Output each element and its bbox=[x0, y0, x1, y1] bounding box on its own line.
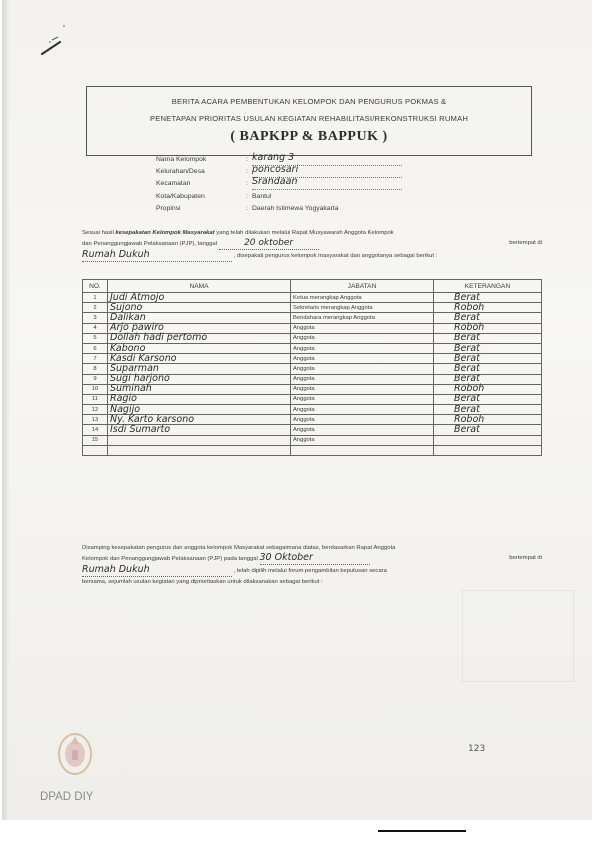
column-header: KETERANGAN bbox=[434, 280, 542, 293]
info-row bbox=[156, 205, 416, 217]
cell-ket: Berat bbox=[434, 425, 542, 435]
cell-no: 12 bbox=[83, 405, 108, 415]
cell-no: 3 bbox=[83, 313, 108, 323]
cell-ket: Berat bbox=[434, 293, 542, 303]
paragraph-line: Disamping kesepakatan pengurus dan anggota kelompok Masyarakat sebagaimana diatas, berdasarkan Rapat Anggota bbox=[82, 545, 396, 551]
info-label: Propinsi bbox=[156, 205, 181, 212]
cell-jabatan: Anggota bbox=[291, 343, 434, 353]
cell-ket: Berat bbox=[434, 394, 542, 404]
title-box bbox=[86, 86, 532, 156]
cell-ket: Roboh bbox=[434, 415, 542, 425]
page-number: 123 bbox=[468, 744, 486, 754]
title-line-1: BERITA ACARA PEMBENTUKAN KELOMPOK DAN PENGURUS POKMAS & bbox=[171, 97, 447, 106]
column-header: NAMA bbox=[108, 280, 291, 293]
column-header: JABATAN bbox=[291, 280, 434, 293]
cell-no bbox=[83, 445, 108, 455]
bottom-rule bbox=[378, 830, 466, 832]
cell-jabatan: Anggota bbox=[291, 435, 434, 445]
title-line-3: ( BAPKPP & BAPPUK ) bbox=[230, 129, 388, 144]
bleed-through-shadow bbox=[462, 590, 574, 682]
cell-no: 7 bbox=[83, 354, 108, 364]
cell-ket: Roboh bbox=[434, 323, 542, 333]
table-row bbox=[83, 445, 542, 455]
table-header-row bbox=[83, 280, 542, 293]
cell-no: 2 bbox=[83, 303, 108, 313]
paragraph-line: bersama, sejumlah usulan kegiatan yang diprioritaskan untuk dilaksanakan sebagai berikut : bbox=[82, 579, 323, 585]
table-row bbox=[83, 435, 542, 445]
cell-jabatan: Anggota bbox=[291, 384, 434, 394]
pen-mark bbox=[38, 20, 78, 60]
cell-ket: Berat bbox=[434, 354, 542, 364]
date-blank bbox=[219, 238, 319, 250]
cell-nama: Isdi Sumarto bbox=[108, 425, 291, 435]
cell-nama: Judi Atmojo bbox=[108, 293, 291, 303]
cell-ket: Berat bbox=[434, 343, 542, 353]
cell-ket: Roboh bbox=[434, 384, 542, 394]
info-value: Srandaan bbox=[252, 176, 298, 187]
cell-jabatan: Anggota bbox=[291, 374, 434, 384]
cell-ket: Berat bbox=[434, 313, 542, 323]
cell-ket: Berat bbox=[434, 333, 542, 343]
cell-nama: Sujono bbox=[108, 303, 291, 313]
cell-jabatan bbox=[291, 445, 434, 455]
cell-nama: Dollah hadi pertomo bbox=[108, 333, 291, 343]
paragraph-line bbox=[82, 238, 542, 250]
cell-nama: Ragio bbox=[108, 394, 291, 404]
cell-no: 13 bbox=[83, 415, 108, 425]
cell-jabatan: Anggota bbox=[291, 333, 434, 343]
info-row bbox=[156, 193, 416, 205]
text: yang telah dilakukan melalui Rapat Musyawarah Anggota Kelompok bbox=[216, 230, 394, 236]
table-row bbox=[83, 425, 542, 435]
cell-jabatan: Ketua merangkap Anggota bbox=[291, 293, 434, 303]
text: , disepakati pengurus kelompok masyarakat dan anggotanya sebagai berikut : bbox=[233, 253, 438, 259]
info-colon: : bbox=[246, 156, 248, 163]
info-label: Kelurahan/Desa bbox=[156, 168, 205, 175]
members-table bbox=[82, 279, 542, 456]
cell-ket bbox=[434, 435, 542, 445]
cell-ket: Berat bbox=[434, 364, 542, 374]
cell-nama bbox=[108, 445, 291, 455]
place-blank bbox=[82, 565, 232, 577]
date-blank bbox=[260, 553, 370, 565]
cell-nama: Nagijo bbox=[108, 405, 291, 415]
cell-jabatan: Sekretaris merangkap Anggota bbox=[291, 303, 434, 313]
cell-ket: Roboh bbox=[434, 303, 542, 313]
cell-jabatan: Anggota bbox=[291, 323, 434, 333]
cell-no: 5 bbox=[83, 333, 108, 343]
info-label: Kecamatan bbox=[156, 180, 191, 187]
cell-nama: Dalikan bbox=[108, 313, 291, 323]
cell-no: 9 bbox=[83, 374, 108, 384]
priority-paragraph bbox=[82, 543, 542, 587]
table-body bbox=[83, 293, 542, 456]
cell-jabatan: Anggota bbox=[291, 364, 434, 374]
text: dan Penanggungjawab Pelaksanaan (PJP), tanggal bbox=[82, 241, 217, 247]
info-colon: : bbox=[246, 193, 248, 200]
column-header: NO. bbox=[83, 280, 108, 293]
handwritten-place: Rumah Dukuh bbox=[82, 249, 150, 260]
cell-jabatan: Anggota bbox=[291, 394, 434, 404]
cell-nama: Suminah bbox=[108, 384, 291, 394]
cell-jabatan: Anggota bbox=[291, 425, 434, 435]
info-label: Nama Kelompok bbox=[156, 156, 207, 163]
paragraph-line bbox=[82, 553, 542, 565]
cell-nama: Sugi harjono bbox=[108, 374, 291, 384]
watermark-text: DPAD DIY bbox=[40, 791, 94, 803]
cell-jabatan: Bendahara merangkap Anggota bbox=[291, 313, 434, 323]
cell-jabatan: Anggota bbox=[291, 354, 434, 364]
cell-jabatan: Anggota bbox=[291, 405, 434, 415]
text: Kelompok dan Penanggungjawab Pelaksanaan (PJP) pada tanggal bbox=[82, 556, 258, 562]
cell-nama bbox=[108, 435, 291, 445]
agreement-paragraph bbox=[82, 228, 542, 262]
handwritten-date: 30 Oktober bbox=[259, 552, 313, 563]
cell-no: 11 bbox=[83, 394, 108, 404]
cell-no: 1 bbox=[83, 293, 108, 303]
info-row bbox=[156, 176, 416, 192]
text: , telah dipilih melalui forum pengambilan keputusan secara bbox=[233, 568, 387, 574]
emphasis-text: kesepakatan Kelompok Masyarakat bbox=[115, 230, 215, 236]
cell-ket: Berat bbox=[434, 374, 542, 384]
info-colon: : bbox=[246, 180, 248, 187]
cell-no: 10 bbox=[83, 384, 108, 394]
info-value: karang 3 bbox=[252, 152, 295, 163]
info-value: Bantul bbox=[252, 193, 272, 200]
cell-nama: Ny. Karto karsono bbox=[108, 415, 291, 425]
info-value: poncosari bbox=[252, 164, 299, 175]
handwritten-place: Rumah Dukuh bbox=[82, 564, 150, 575]
cell-no: 6 bbox=[83, 343, 108, 353]
cell-nama: Arjo pawiro bbox=[108, 323, 291, 333]
paragraph-line bbox=[82, 228, 542, 238]
cell-no: 15 bbox=[83, 435, 108, 445]
text: bertempat di bbox=[509, 555, 542, 561]
info-value: Daerah Istimewa Yogyakarta bbox=[252, 205, 339, 212]
cell-ket bbox=[434, 445, 542, 455]
cell-no: 4 bbox=[83, 323, 108, 333]
page-edge-shadow bbox=[2, 0, 10, 820]
cell-no: 14 bbox=[83, 425, 108, 435]
document-page bbox=[2, 0, 592, 820]
text: bertempat di bbox=[509, 240, 542, 246]
info-colon: : bbox=[246, 168, 248, 175]
paragraph-line bbox=[82, 565, 542, 577]
cell-jabatan: Anggota bbox=[291, 415, 434, 425]
cell-nama: Kabono bbox=[108, 343, 291, 353]
cell-no: 8 bbox=[83, 364, 108, 374]
cell-ket: Berat bbox=[434, 405, 542, 415]
table-row bbox=[83, 333, 542, 343]
cell-nama: Suparman bbox=[108, 364, 291, 374]
info-label: Kota/Kabupaten bbox=[156, 193, 205, 200]
title-line-2: PENETAPAN PRIORITAS USULAN KEGIATAN REHABILITASI/REKONSTRUKSI RUMAH bbox=[149, 114, 469, 123]
fill-line bbox=[252, 189, 402, 190]
text: Sesuai hasil bbox=[82, 230, 114, 236]
handwritten-date: 20 oktober bbox=[244, 238, 294, 248]
cell-nama: Kasdi Karsono bbox=[108, 354, 291, 364]
dpad-logo-icon bbox=[56, 730, 94, 778]
paragraph-line bbox=[82, 250, 542, 262]
place-blank bbox=[82, 250, 232, 262]
info-colon: : bbox=[246, 205, 248, 212]
